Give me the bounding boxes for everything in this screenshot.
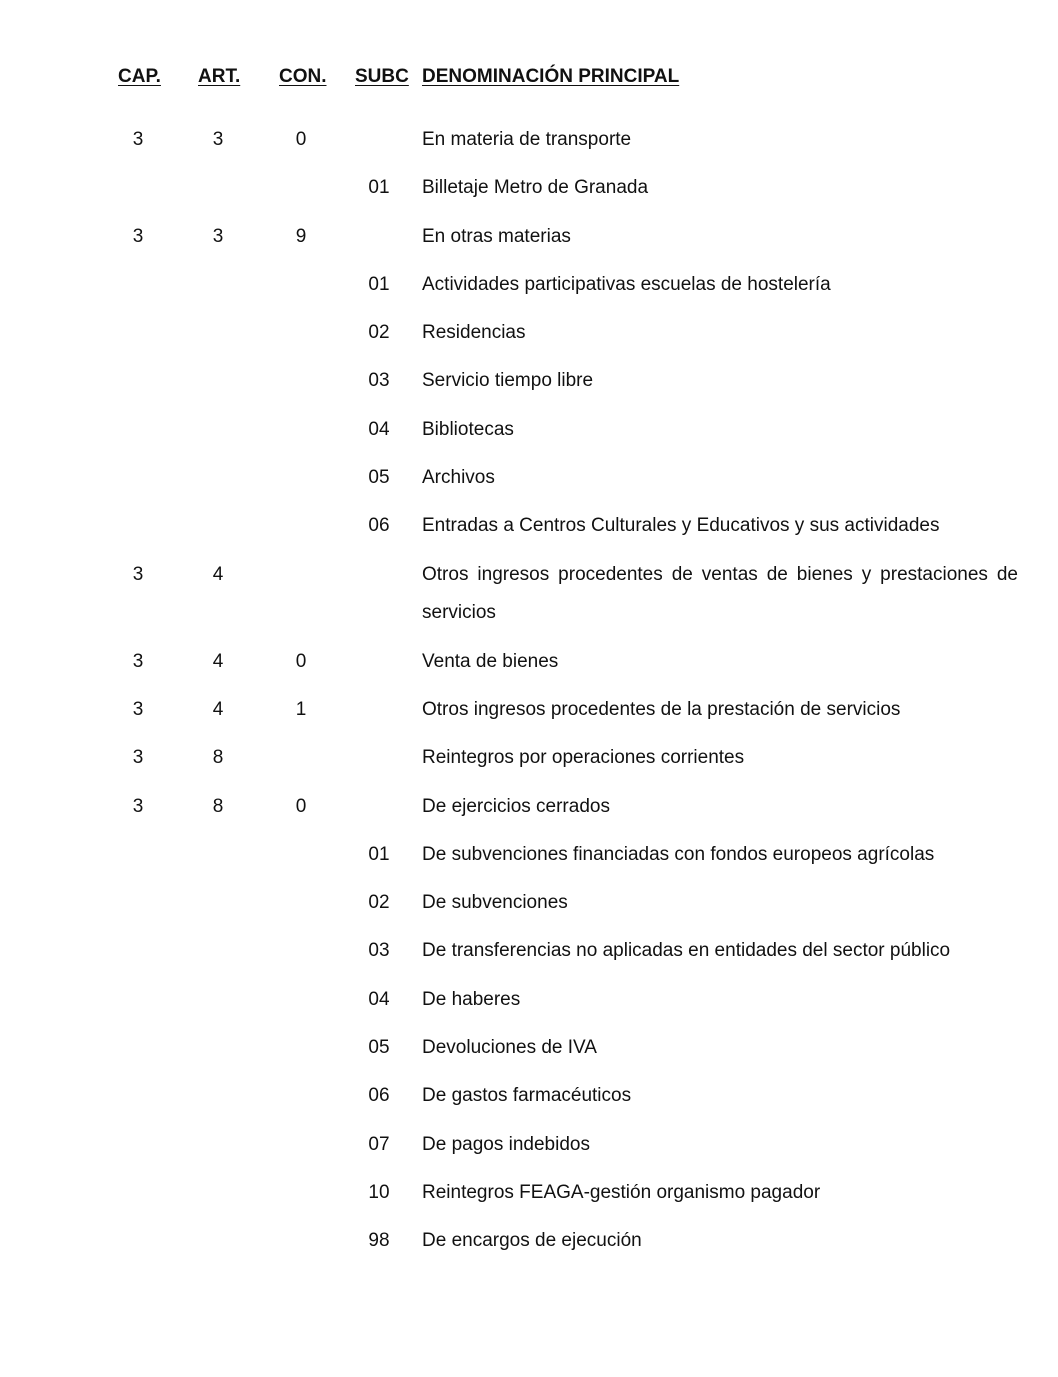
cell-subc: 03	[368, 940, 390, 962]
table-row	[0, 686, 1058, 734]
cell-art: 4	[212, 698, 224, 720]
cell-subc: 03	[368, 370, 390, 392]
cell-con: 0	[295, 795, 307, 817]
cell-con: 9	[295, 225, 307, 247]
table-row	[0, 357, 1058, 405]
cell-subc: 06	[368, 1085, 390, 1107]
table-header	[0, 66, 1058, 92]
cell-denominacion: Reintegros por operaciones corrientes	[422, 747, 745, 769]
cell-con: 0	[295, 129, 307, 150]
table-row	[0, 734, 1058, 782]
cell-subc: 05	[368, 467, 390, 489]
table-row	[0, 164, 1058, 212]
table-row	[0, 783, 1058, 831]
cell-subc: 02	[368, 322, 390, 344]
table-row	[0, 116, 1058, 164]
cell-cap: 3	[132, 698, 144, 720]
header-cap: CAP.	[118, 66, 161, 87]
table-row	[0, 638, 1058, 686]
table-row	[0, 261, 1058, 309]
cell-cap: 3	[132, 225, 144, 247]
table-row	[0, 551, 1058, 638]
cell-cap: 3	[132, 563, 144, 585]
cell-cap: 3	[132, 129, 144, 150]
cell-denominacion: Residencias	[422, 322, 526, 344]
cell-subc: 04	[368, 418, 390, 440]
cell-denominacion: De ejercicios cerrados	[422, 795, 610, 817]
cell-denominacion: Bibliotecas	[422, 418, 514, 440]
table-row	[0, 502, 1058, 550]
cell-con: 1	[295, 698, 307, 720]
table-row	[0, 831, 1058, 879]
cell-denominacion: Venta de bienes	[422, 650, 559, 672]
cell-denominacion: De subvenciones	[422, 892, 568, 914]
table-row	[0, 976, 1058, 1024]
cell-subc: 06	[368, 515, 390, 537]
cell-subc: 04	[368, 988, 390, 1010]
table-body	[0, 116, 1058, 1266]
cell-denominacion: Otros ingresos procedentes de ventas de bienes y prestaciones de servicios	[422, 563, 1018, 624]
table-row	[0, 213, 1058, 261]
table-row	[0, 927, 1058, 975]
cell-denominacion: Devoluciones de IVA	[422, 1037, 597, 1059]
cell-art: 4	[212, 563, 224, 585]
cell-subc: 05	[368, 1037, 390, 1059]
cell-denominacion: En materia de transporte	[422, 129, 632, 150]
table-row	[0, 879, 1058, 927]
table-row	[0, 309, 1058, 357]
cell-denominacion: De subvenciones financiadas con fondos europeos agrícolas	[422, 843, 935, 865]
table-row	[0, 406, 1058, 454]
cell-art: 8	[212, 747, 224, 769]
cell-subc: 02	[368, 892, 390, 914]
cell-subc: 98	[368, 1230, 390, 1252]
table-row	[0, 1217, 1058, 1265]
cell-denominacion: De pagos indebidos	[422, 1133, 590, 1155]
table-row	[0, 1072, 1058, 1120]
cell-denominacion: De encargos de ejecución	[422, 1230, 642, 1252]
cell-cap: 3	[132, 795, 144, 817]
cell-subc: 01	[368, 177, 390, 199]
cell-art: 4	[212, 650, 224, 672]
cell-art: 3	[212, 129, 224, 150]
cell-subc: 01	[368, 843, 390, 865]
cell-denominacion: Billetaje Metro de Granada	[422, 177, 649, 199]
header-art: ART.	[198, 66, 241, 87]
cell-art: 3	[212, 225, 224, 247]
cell-cap: 3	[132, 747, 144, 769]
cell-denominacion: De haberes	[422, 988, 521, 1010]
cell-art: 8	[212, 795, 224, 817]
cell-denominacion: Entradas a Centros Culturales y Educativos y sus actividades	[422, 515, 940, 537]
cell-subc: 10	[368, 1181, 390, 1203]
cell-con: 0	[295, 650, 307, 672]
header-subc: SUBC	[355, 66, 409, 87]
cell-denominacion: De transferencias no aplicadas en entidades del sector público	[422, 940, 951, 962]
cell-denominacion: De gastos farmacéuticos	[422, 1085, 632, 1107]
cell-denominacion: Actividades participativas escuelas de hostelería	[422, 273, 831, 295]
cell-denominacion: Archivos	[422, 467, 495, 489]
header-denominacion: DENOMINACIÓN PRINCIPAL	[422, 66, 680, 87]
table-row	[0, 1121, 1058, 1169]
table-row	[0, 454, 1058, 502]
cell-denominacion: En otras materias	[422, 225, 571, 247]
cell-cap: 3	[132, 650, 144, 672]
cell-denominacion: Otros ingresos procedentes de la prestación de servicios	[422, 698, 901, 720]
cell-subc: 01	[368, 273, 390, 295]
header-con: CON.	[279, 66, 327, 87]
cell-denominacion: Servicio tiempo libre	[422, 370, 594, 392]
table-row	[0, 1169, 1058, 1217]
table-row	[0, 1024, 1058, 1072]
cell-subc: 07	[368, 1133, 390, 1155]
cell-denominacion: Reintegros FEAGA-gestión organismo pagador	[422, 1181, 821, 1203]
